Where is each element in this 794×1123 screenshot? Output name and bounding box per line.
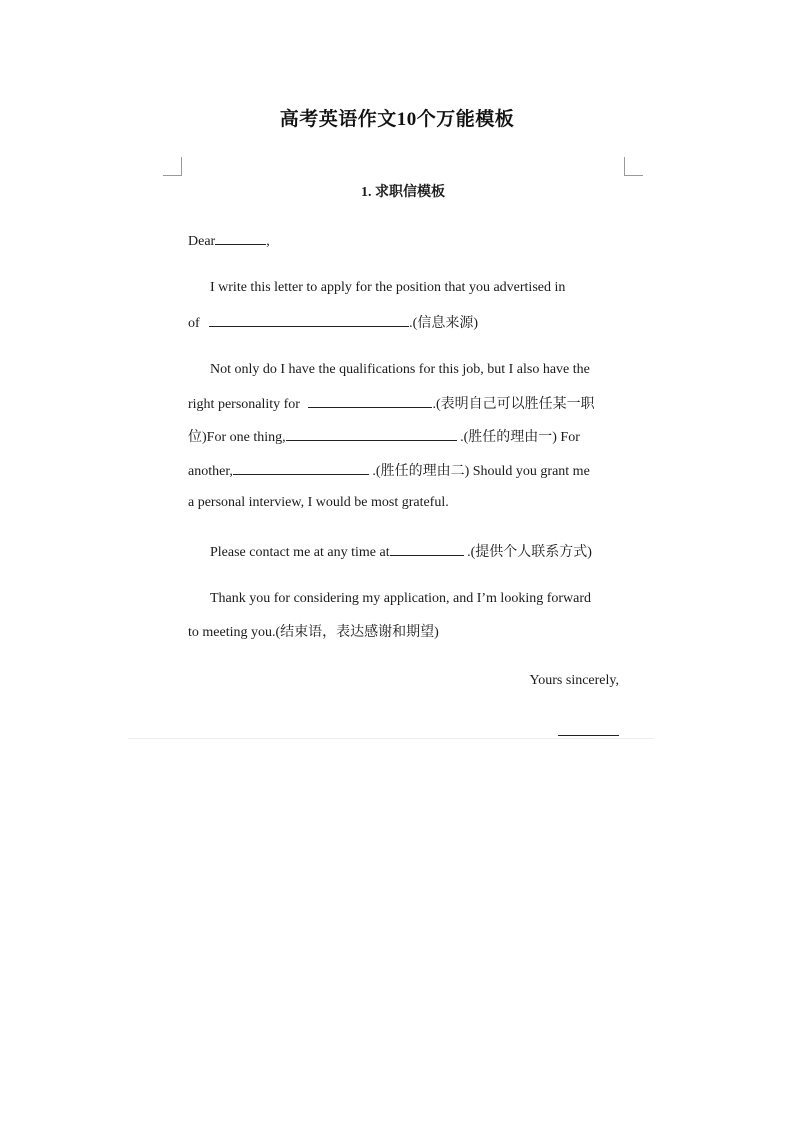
blank-information-source xyxy=(209,312,409,327)
paragraph2-line3 xyxy=(188,426,580,448)
paragraph1-line2-suffix: .(信息来源) xyxy=(409,316,478,331)
paragraph3-prefix: Please contact me at any time at xyxy=(210,545,390,560)
paragraph4-line2: to meeting you.(结束语，表达感谢和期望) xyxy=(188,625,439,640)
paragraph2-line3-suffix: .(胜任的理由一) For xyxy=(460,430,580,445)
blank-contact xyxy=(390,541,464,556)
salutation xyxy=(188,230,270,252)
paragraph1-line2 xyxy=(188,312,478,334)
paragraph2-line4-prefix: another, xyxy=(188,464,233,479)
paragraph4-line1: Thank you for considering my application, and I’m looking forward xyxy=(210,591,592,606)
paragraph2-line4 xyxy=(188,460,590,482)
blank-reason-two xyxy=(233,460,369,475)
paragraph2-line2-prefix: right personality for xyxy=(188,397,300,412)
paragraph2-line4-suffix: .(胜任的理由二) Should you grant me xyxy=(372,464,590,479)
closing: Yours sincerely, xyxy=(529,673,619,688)
paragraph2-line1: Not only do I have the qualifications for this job, but I also have the xyxy=(210,362,590,377)
salutation-suffix: , xyxy=(266,234,270,249)
paragraph1-line2-prefix: of xyxy=(188,316,200,331)
blank-recipient xyxy=(215,230,266,245)
margin-corner-top-left xyxy=(163,157,182,176)
document-title: 高考英语作文10个万能模板 xyxy=(279,109,515,130)
paragraph2-line3-prefix: 位)For one thing, xyxy=(188,430,286,445)
blank-position xyxy=(308,393,432,408)
salutation-prefix: Dear xyxy=(188,234,216,249)
paragraph2-line2-suffix: .(表明自己可以胜任某一职 xyxy=(432,397,595,412)
paragraph2-line2 xyxy=(188,393,595,415)
paragraph2-line5: a personal interview, I would be most grateful. xyxy=(188,495,449,510)
section-heading: 1. 求职信模板 xyxy=(361,185,445,200)
margin-corner-top-right xyxy=(624,157,643,176)
page-bottom-edge xyxy=(128,738,654,739)
paragraph3-suffix: .(提供个人联系方式) xyxy=(467,545,592,560)
blank-reason-one xyxy=(286,426,457,441)
paragraph1-line1: I write this letter to apply for the position that you advertised in xyxy=(210,280,566,295)
paragraph3-line1 xyxy=(210,541,592,563)
signature-blank xyxy=(558,735,619,736)
